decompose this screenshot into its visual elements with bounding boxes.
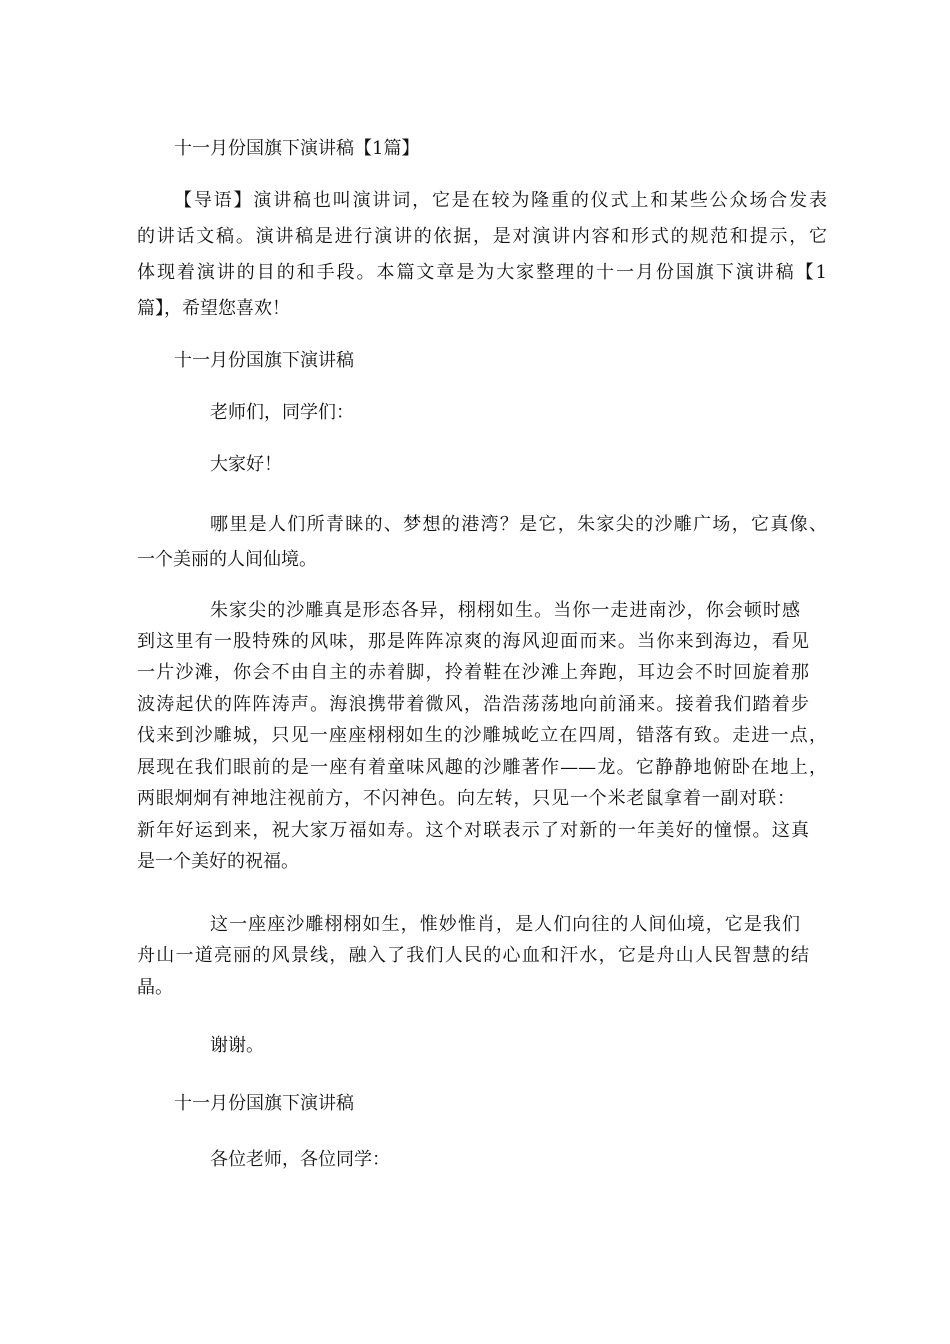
speech1-closing: 谢谢。 bbox=[210, 1035, 264, 1056]
speech1-para1-line: 哪里是人们所青睐的、梦想的港湾？是它，朱家尖的沙雕广场，它真像、 bbox=[210, 514, 827, 535]
speech2-heading: 十一月份国旗下演讲稿 bbox=[174, 1093, 354, 1114]
speech1-para3-line: 舟山一道亮丽的风景线，融入了我们人民的心血和汗水，它是舟山人民智慧的结 bbox=[137, 945, 809, 966]
intro-line: 的讲话文稿。演讲稿是进行演讲的依据，是对演讲内容和形式的规范和提示，它 bbox=[137, 226, 827, 247]
speech1-para2-line: 新年好运到来，祝大家万福如寿。这个对联表示了对新的一年美好的憧憬。这真 bbox=[137, 820, 809, 841]
speech1-para3-line: 这一座座沙雕栩栩如生，惟妙惟肖，是人们向往的人间仙境，它是我们 bbox=[210, 914, 800, 935]
intro-line: 篇】，希望您喜欢！ bbox=[137, 298, 290, 319]
speech1-para2-line: 波涛起伏的阵阵涛声。海浪携带着微风，浩浩荡荡地向前涌来。接着我们踏着步 bbox=[137, 694, 809, 715]
speech1-para2-line: 展现在我们眼前的是一座有着童味风趣的沙雕著作——龙。它静静地俯卧在地上， bbox=[137, 757, 827, 778]
speech1-greeting: 大家好！ bbox=[210, 454, 282, 475]
speech1-para3-line: 晶。 bbox=[137, 977, 173, 998]
speech1-para2-line: 朱家尖的沙雕真是形态各异，栩栩如生。当你一走进南沙，你会顿时感 bbox=[210, 600, 800, 621]
speech1-para2-line: 一片沙滩，你会不由自主的赤着脚，拎着鞋在沙滩上奔跑，耳边会不时回旋着那 bbox=[137, 662, 809, 683]
speech1-para2-line: 两眼炯炯有神地注视前方，不闪神色。向左转，只见一个米老鼠拿着一副对联： bbox=[137, 788, 795, 809]
intro-line: 体现着演讲的目的和手段。本篇文章是为大家整理的十一月份国旗下演讲稿【1 bbox=[137, 262, 827, 283]
document-title: 十一月份国旗下演讲稿【1篇】 bbox=[174, 138, 420, 159]
speech1-para2-line: 伐来到沙雕城，只见一座座栩栩如生的沙雕城屹立在四周，错落有致。走进一点， bbox=[137, 725, 827, 746]
speech1-para1-line: 一个美丽的人间仙境。 bbox=[137, 549, 317, 570]
speech1-para2-line: 到这里有一股特殊的风味，那是阵阵凉爽的海风迎面而来。当你来到海边，看见 bbox=[137, 631, 809, 652]
intro-line: 【导语】演讲稿也叫演讲词，它是在较为隆重的仪式上和某些公众场合发表 bbox=[174, 190, 827, 211]
speech2-salutation: 各位老师，各位同学： bbox=[210, 1149, 390, 1170]
speech1-salutation: 老师们，同学们： bbox=[210, 402, 354, 423]
speech1-para2-line: 是一个美好的祝福。 bbox=[137, 851, 299, 872]
speech1-heading: 十一月份国旗下演讲稿 bbox=[174, 350, 354, 371]
